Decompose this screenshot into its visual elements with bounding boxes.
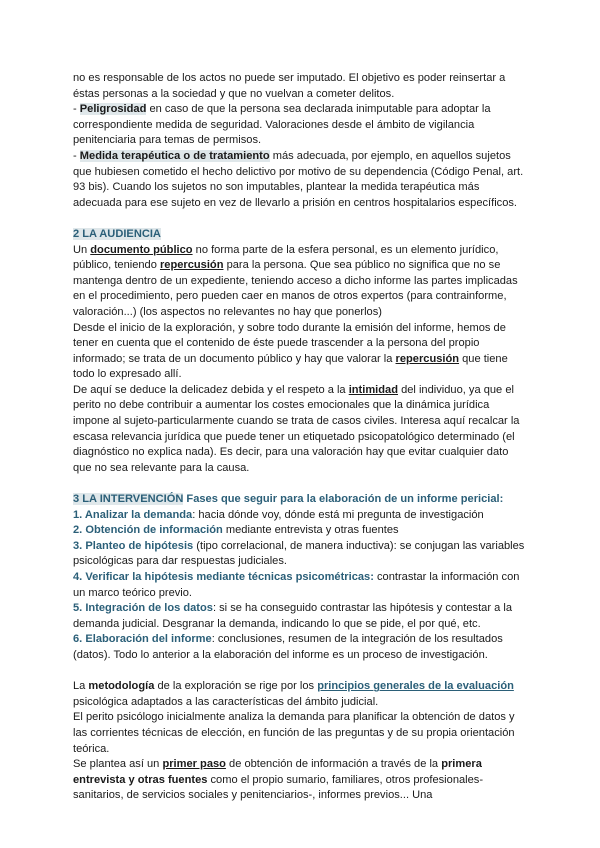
- paragraph: [73, 243, 525, 321]
- list-item: [73, 601, 525, 632]
- step-text: mediante entrevista y otras fuentes: [222, 524, 399, 537]
- text-run: de obtención de información a través de la: [225, 758, 442, 771]
- step-text: : si se ha conseguido contrastar las hipótesis y contestar a la demanda judicial. Desgranar la demanda, indicando lo que se pide, el por qué, etc.: [73, 602, 513, 630]
- text-run: que tiene todo lo expresado allí.: [73, 352, 508, 381]
- list-item: [73, 539, 525, 570]
- section-heading: [73, 227, 525, 243]
- list-item: [73, 508, 525, 524]
- heading-intervencion: 3 LA INTERVENCIÓN: [73, 493, 184, 506]
- paragraph: [73, 710, 525, 757]
- term-principios-generales: principios generales de la evaluación: [317, 680, 514, 693]
- step-text: : conclusiones, resumen de la integración de los resultados (datos). Todo lo anterior a la elaboración del informe es un proceso de investigación.: [73, 633, 503, 661]
- heading-subtitle: Fases que seguir para la elaboración de un informe pericial:: [183, 493, 504, 506]
- text-run: -: [73, 149, 80, 162]
- text-run: La: [73, 680, 89, 693]
- paragraph: [73, 679, 525, 710]
- list-item: [73, 523, 525, 539]
- document-body: [73, 71, 525, 804]
- paragraph: [73, 71, 525, 102]
- text-run: en caso de que la persona sea declarada inimputable para adoptar la correspondiente medida de seguridad. Valoraciones desde el ámbito de vigilancia penitenciaria para temas de permisos.: [73, 103, 491, 147]
- step-label: 2. Obtención de información: [73, 524, 223, 537]
- text-run: de la exploración se rige por los: [154, 680, 318, 693]
- step-text: (tipo correlacional, de manera inductiva): se conjugan las variables psicológicas para dar respuestas judiciales.: [73, 539, 525, 568]
- term-intimidad: intimidad: [348, 383, 398, 396]
- heading-audiencia: 2 LA AUDIENCIA: [73, 227, 161, 240]
- term-peligrosidad: Peligrosidad: [79, 103, 147, 116]
- step-label: 5. Integración de los datos: [73, 602, 213, 615]
- list-item: [73, 570, 525, 601]
- text-run: De aquí se deduce la delicadez debida y el respeto a la: [73, 383, 349, 396]
- paragraph: [73, 149, 525, 211]
- step-label: 4. Verificar la hipótesis mediante técnicas psicométricas:: [73, 571, 374, 583]
- term-repercusion: repercusión: [159, 259, 224, 272]
- paragraph: [73, 321, 525, 383]
- term-primer-paso: primer paso: [162, 758, 226, 771]
- text-run: no es responsable de los actos no puede ser imputado. El objetivo es poder reinsertar a éstas personas a la sociedad y que no vuelvan a cometer delitos.: [73, 72, 506, 100]
- term-documento-publico: documento público: [90, 243, 193, 256]
- text-run: Desde el inicio de la exploración, y sobre todo durante la emisión del informe, hemos de tener en cuenta que el contenido de éste puede trascender a la persona del propio informado; se trata de un documento público y hay que valorar la: [73, 321, 506, 365]
- term-medida-terapeutica: Medida terapéutica o de tratamiento: [79, 149, 270, 162]
- step-text: : hacia dónde voy, dónde está mi pregunta de investigación: [192, 508, 484, 521]
- text-run: como el propio sumario, familiares, otros profesionales-sanitarios, de servicios sociales y penitenciarios-, informes previos... Una: [73, 773, 484, 802]
- text-run: más adecuada, por ejemplo, en aquellos sujetos que hubiesen cometido el hecho delictivo por motivo de su dependencia (Código Penal, art. 93 bis). Cuando los sujetos no son imputables, plantear la medida terapéutica más adecuada para ese sujeto en vez de llevarlo a prisión en centros hospitalarios específicos.: [73, 149, 524, 209]
- step-label: 6. Elaboración del informe: [73, 633, 212, 646]
- text-run: del individuo, ya que el perito no debe contribuir a aumentar los costes emocionales que la dinámica jurídica impone al sujeto-particularmente cuando se trata de casos civiles. Interesa aquí recalcar la escasa relevancia jurídica que puede tener un etiquetado psicopatológico determinado (el diagnóstico no explica nada). Es decir, para una valoración hay que evitar cualquier dato que no sea relevante para la causa.: [73, 383, 520, 474]
- text-run: psicológica adaptados a las características del ámbito judicial.: [73, 695, 379, 708]
- text-run: no forma parte de la esfera personal, es un elemento jurídico, público, teniendo: [73, 243, 499, 272]
- list-item: [73, 632, 525, 663]
- step-label: 3. Planteo de hipótesis: [73, 539, 194, 552]
- step-label: 1. Analizar la demanda: [73, 508, 193, 521]
- text-run: Se plantea así un: [73, 758, 163, 771]
- text-run: para la persona. Que sea público no significa que no se mantenga dentro de un expediente, teniendo acceso a dicho informe las partes implicadas en el procedimiento, pero pueden caer en manos de otros expertos (para contrainforme, valoración...) (los aspectos no relevantes no hay que ponerlos): [73, 259, 518, 318]
- section-heading: [73, 492, 525, 508]
- term-primera-entrevista: primera entrevista y otras fuentes: [73, 758, 482, 786]
- term-repercusion: repercusión: [395, 352, 460, 365]
- text-run: -: [73, 103, 80, 116]
- paragraph: [73, 102, 525, 149]
- paragraph: [73, 757, 525, 804]
- text-run: El perito psicólogo inicialmente analiza la demanda para planificar la obtención de datos y las corrientes técnicas de elección, en función de las preguntas y de su propia orientación teórica.: [73, 711, 515, 755]
- term-metodologia: metodología: [88, 680, 155, 693]
- step-text: contrastar la información con un marco teórico previo.: [73, 571, 520, 599]
- paragraph: [73, 383, 525, 477]
- text-run: Un: [73, 243, 91, 256]
